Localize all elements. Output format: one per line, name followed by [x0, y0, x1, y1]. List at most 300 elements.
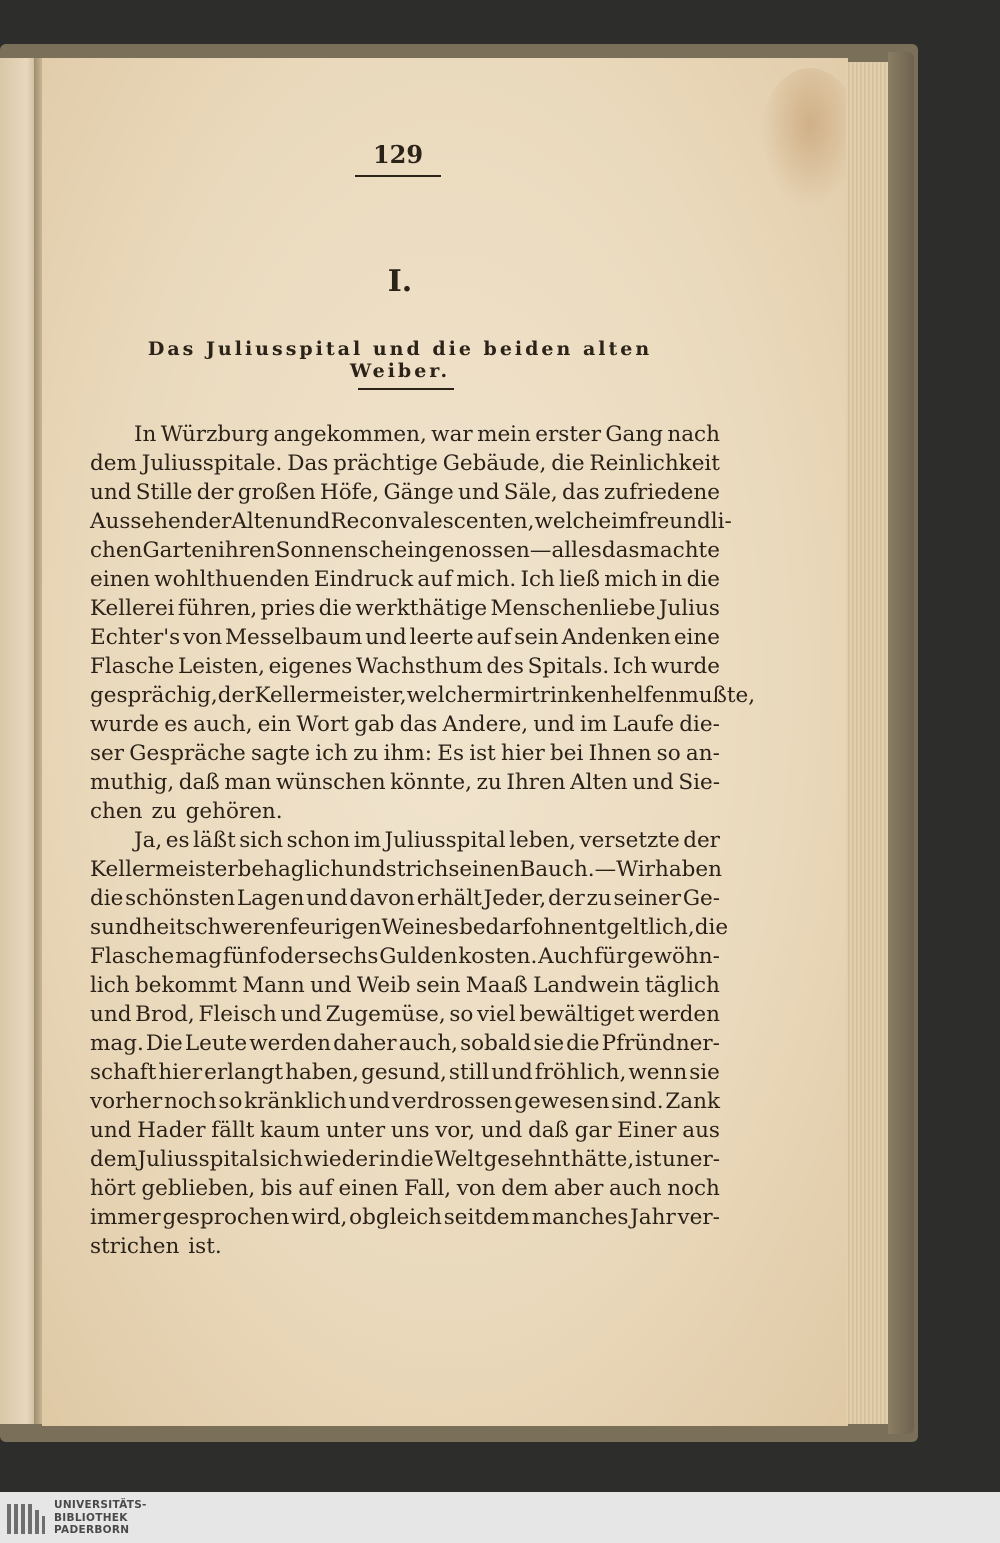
word: immer: [90, 1205, 161, 1230]
word: Andere,: [442, 712, 529, 737]
word: lich: [90, 973, 130, 998]
chapter-numeral: I.: [387, 264, 413, 299]
text-line: [90, 1116, 720, 1145]
word: der: [217, 683, 255, 708]
word: in: [661, 567, 683, 592]
word: für: [594, 944, 627, 969]
text-line: [90, 710, 720, 739]
word: gesehnt: [483, 1147, 571, 1172]
text-line: [90, 913, 729, 942]
word: einen: [90, 567, 151, 592]
text-line: [90, 942, 720, 971]
word: sein: [514, 625, 559, 650]
word: auf: [417, 567, 453, 592]
word: wohlthuenden: [154, 567, 310, 592]
word: daß: [178, 770, 220, 795]
text-line: [90, 739, 720, 768]
word: schaft: [90, 1060, 157, 1085]
word: Weines: [381, 915, 460, 940]
library-name: [54, 1499, 147, 1537]
word: davon: [349, 886, 415, 911]
word: sundheit: [90, 915, 185, 940]
word: und: [348, 1089, 390, 1114]
library-logo-icon: [6, 1500, 46, 1536]
word: hört: [90, 1176, 136, 1201]
word: wenn: [628, 1060, 688, 1085]
word: auch,: [193, 712, 253, 737]
word: sagte: [250, 741, 310, 766]
word: vorher: [90, 1089, 163, 1114]
text-line: [90, 420, 720, 449]
word: der: [683, 828, 720, 853]
word: zufriedene: [603, 480, 720, 505]
word: Garten: [142, 538, 218, 563]
word: einen: [338, 1176, 399, 1201]
word: mir: [493, 683, 532, 708]
word: leerte: [409, 625, 474, 650]
word: bis: [260, 1176, 293, 1201]
word: Menschenliebe: [490, 596, 656, 621]
word: bekommt: [134, 973, 237, 998]
word: sobald: [460, 1031, 532, 1056]
word: erhält: [416, 886, 482, 911]
word: Gang: [605, 422, 663, 447]
word: hier: [158, 1060, 203, 1085]
text-line: [90, 623, 720, 652]
word: gab: [354, 712, 395, 737]
word: nach: [667, 422, 720, 447]
word: Echter's: [90, 625, 181, 650]
chapter-title: Das Juliusspital und die beiden alten Weiber.: [147, 338, 653, 382]
text-line: [90, 565, 720, 594]
word: Juliusspital: [384, 828, 506, 853]
word: haben: [655, 857, 722, 882]
word: prächtige: [333, 451, 438, 476]
word: Gulden: [379, 944, 458, 969]
word: ver-: [677, 1205, 720, 1230]
word: wird,: [291, 1205, 348, 1230]
word: Reconvalescenten,: [330, 509, 535, 534]
word: —: [594, 857, 617, 882]
text-line: [90, 681, 756, 710]
word: seinen: [448, 857, 520, 882]
word: Ich: [520, 567, 555, 592]
word: still: [448, 1060, 490, 1085]
word: Gänge: [383, 480, 454, 505]
word: noch: [163, 1089, 217, 1114]
word: Kellerei: [90, 596, 175, 621]
word: kosten.: [458, 944, 538, 969]
text-line: [90, 797, 720, 826]
word: bedarf: [459, 915, 531, 940]
text-line: [90, 1087, 720, 1116]
word: Flasche: [90, 944, 175, 969]
library-footer: [0, 1492, 1000, 1543]
word: ser: [90, 741, 125, 766]
word: der: [196, 480, 234, 505]
word: auf: [298, 1176, 333, 1201]
word: führen,: [177, 596, 258, 621]
word: behaglich: [237, 857, 345, 882]
word: hier: [501, 741, 545, 766]
library-name-line-1: UNIVERSITÄTS-: [54, 1499, 147, 1511]
word: das: [399, 712, 438, 737]
word: es: [164, 712, 188, 737]
text-line: [90, 1058, 720, 1087]
word: muthig,: [90, 770, 175, 795]
word: Alten: [231, 509, 289, 534]
word: chen: [90, 538, 143, 563]
word: Welt: [434, 1147, 483, 1172]
word: Ja,: [134, 828, 163, 853]
word: helfen: [610, 683, 679, 708]
word: und: [90, 1002, 132, 1027]
word: läßt: [193, 828, 236, 853]
word: versetzte: [579, 828, 680, 853]
word: so: [449, 1002, 474, 1027]
word: manches: [531, 1205, 629, 1230]
word: im: [353, 828, 382, 853]
word: hätte,: [570, 1147, 635, 1172]
word: wünschen: [275, 770, 386, 795]
word: haben,: [285, 1060, 360, 1085]
word: im: [579, 712, 608, 737]
page-number: 129: [372, 140, 424, 169]
word: so: [218, 1089, 243, 1114]
word: wieder: [303, 1147, 379, 1172]
text-line: [90, 478, 720, 507]
word: die-: [679, 712, 720, 737]
word: Alten: [570, 770, 628, 795]
word: Jeder,: [483, 886, 547, 911]
word: gehören.: [185, 799, 283, 824]
word: ihm:: [383, 741, 432, 766]
word: Ge-: [682, 886, 720, 911]
word: Hader: [137, 1118, 206, 1143]
word: Das: [287, 451, 329, 476]
text-line: [90, 1203, 720, 1232]
word: und: [288, 509, 331, 534]
word: strich: [385, 857, 449, 882]
word: oder: [267, 944, 317, 969]
word: machte: [639, 538, 720, 563]
word: Andenken: [561, 625, 671, 650]
text-line: [90, 971, 720, 1000]
word: Messelbaum: [225, 625, 363, 650]
word: die: [566, 1031, 600, 1056]
word: gar: [574, 1118, 612, 1143]
left-page-edge: [0, 58, 38, 1424]
word: aber: [553, 1176, 604, 1201]
word: könnte,: [390, 770, 472, 795]
word: und: [280, 1002, 322, 1027]
word: sein: [415, 973, 461, 998]
word: die: [686, 567, 720, 592]
word: der: [548, 886, 585, 911]
word: sich: [259, 1147, 304, 1172]
word: strichen: [90, 1234, 180, 1259]
word: ließ: [559, 567, 600, 592]
word: wurde: [650, 654, 720, 679]
word: auch: [609, 1176, 662, 1201]
word: die: [90, 886, 124, 911]
word: Jahr: [630, 1205, 676, 1230]
word: Landwein: [533, 973, 640, 998]
text-line: [90, 1174, 720, 1203]
word: pries: [260, 596, 316, 621]
word: mußte,: [678, 683, 756, 708]
word: seiner: [613, 886, 682, 911]
word: schon: [286, 828, 351, 853]
word: und: [533, 712, 575, 737]
word: und: [90, 480, 132, 505]
word: leben,: [509, 828, 576, 853]
word: die: [694, 915, 729, 940]
text-line: [90, 855, 720, 884]
word: sich: [239, 828, 284, 853]
word: Julius: [658, 596, 720, 621]
word: Kellermeister,: [254, 683, 407, 708]
word: Leisten,: [177, 654, 265, 679]
library-name-line-3: PADERBORN: [54, 1524, 130, 1536]
word: ist: [469, 741, 496, 766]
word: Wir: [616, 857, 655, 882]
word: daher: [333, 1031, 397, 1056]
word: Pfründner-: [601, 1031, 720, 1056]
word: mich.: [456, 567, 517, 592]
text-line: [90, 826, 720, 855]
word: uns: [390, 1118, 430, 1143]
word: eigenes: [268, 654, 353, 679]
word: war: [431, 422, 473, 447]
word: der: [194, 509, 232, 534]
word: Gebäude,: [442, 451, 547, 476]
word: und: [344, 857, 386, 882]
word: im: [611, 509, 639, 534]
word: chen: [90, 799, 143, 824]
word: werden: [249, 1031, 331, 1056]
word: Lagen: [236, 886, 305, 911]
word: Bauch.: [519, 857, 595, 882]
word: Brod,: [135, 1002, 195, 1027]
text-line: [90, 1029, 720, 1058]
word: erster: [535, 422, 601, 447]
text-line: [90, 536, 720, 565]
word: mag.: [90, 1031, 144, 1056]
word: Es: [437, 741, 464, 766]
word: Weib: [356, 973, 411, 998]
text-line: [90, 1145, 720, 1174]
text-line: [90, 449, 720, 478]
word: Säle,: [503, 480, 558, 505]
word: Sonnenschein: [275, 538, 428, 563]
text-line: [90, 507, 732, 536]
word: Maaß: [465, 973, 528, 998]
library-name-line-2: BIBLIOTHEK: [54, 1511, 128, 1524]
word: mein: [477, 422, 531, 447]
word: kaum: [260, 1118, 321, 1143]
word: Wachsthum: [356, 654, 483, 679]
word: welcher: [406, 683, 494, 708]
word: freundli-: [638, 509, 732, 534]
word: Laufe: [612, 712, 675, 737]
word: Eindruck: [313, 567, 414, 592]
word: angekommen,: [273, 422, 427, 447]
word: zu: [353, 741, 379, 766]
word: verdrossen: [391, 1089, 513, 1114]
word: und: [310, 973, 352, 998]
word: ohnentgeltlich,: [530, 915, 695, 940]
word: gesprochen: [162, 1205, 290, 1230]
word: die: [318, 596, 352, 621]
word: fünf: [222, 944, 267, 969]
word: zu: [586, 886, 612, 911]
word: sechs: [317, 944, 379, 969]
word: und: [306, 886, 348, 911]
word: fällt: [211, 1118, 255, 1143]
body-text: [90, 420, 756, 1261]
word: gesund,: [361, 1060, 447, 1085]
word: Einer: [617, 1118, 677, 1143]
word: Würzburg: [160, 422, 270, 447]
word: unter: [325, 1118, 386, 1143]
word: daß: [527, 1118, 569, 1143]
word: bewältiget: [519, 1002, 635, 1027]
word: uner-: [662, 1147, 720, 1172]
word: Sie-: [678, 770, 720, 795]
word: eine: [673, 625, 720, 650]
word: auch,: [398, 1031, 458, 1056]
word: sie: [533, 1031, 565, 1056]
word: erlangt: [204, 1060, 284, 1085]
word: alles: [551, 538, 602, 563]
word: Mann: [242, 973, 305, 998]
word: obgleich: [349, 1205, 442, 1230]
text-line: [90, 884, 720, 913]
word: Ihren: [506, 770, 566, 795]
word: Gespräche: [129, 741, 246, 766]
word: Höfe,: [319, 480, 380, 505]
word: aus: [682, 1118, 720, 1143]
word: werden: [638, 1002, 720, 1027]
word: dem: [501, 1176, 549, 1201]
word: mag: [175, 944, 223, 969]
word: kränklich: [244, 1089, 347, 1114]
word: auf: [476, 625, 512, 650]
word: —: [529, 538, 552, 563]
word: ist.: [188, 1234, 222, 1259]
word: und: [458, 480, 500, 505]
word: großen: [237, 480, 316, 505]
text-line: [90, 594, 720, 623]
word: Kellermeister: [90, 857, 238, 882]
word: und: [480, 1118, 523, 1143]
word: fröhlich,: [534, 1060, 627, 1085]
word: und: [90, 1118, 132, 1143]
word: ist: [634, 1147, 662, 1172]
word: Fall,: [404, 1176, 452, 1201]
word: täglich: [645, 973, 720, 998]
word: zu: [151, 799, 177, 824]
word: die: [400, 1147, 434, 1172]
word: von: [183, 625, 223, 650]
word: und: [365, 625, 407, 650]
word: von: [456, 1176, 496, 1201]
word: des: [486, 654, 524, 679]
word: werkthätige: [355, 596, 488, 621]
word: Stille: [135, 480, 193, 505]
text-line: [90, 652, 720, 681]
word: ihren: [218, 538, 276, 563]
word: noch: [667, 1176, 720, 1201]
word: wurde: [90, 712, 160, 737]
page-number-rule: [355, 175, 441, 177]
word: Zank: [665, 1089, 720, 1114]
word: seitdem: [443, 1205, 530, 1230]
word: das: [601, 538, 640, 563]
word: zu: [476, 770, 502, 795]
word: Spitals.: [527, 654, 610, 679]
word: sind.: [611, 1089, 664, 1114]
word: Ich: [612, 654, 648, 679]
word: feurigen: [289, 915, 382, 940]
word: die: [551, 451, 585, 476]
word: gewöhn-: [627, 944, 720, 969]
word: an-: [685, 741, 720, 766]
word: dem: [90, 1147, 137, 1172]
word: Ihnen: [588, 741, 652, 766]
word: schönsten: [125, 886, 236, 911]
title-rule: [358, 388, 454, 390]
word: und: [632, 770, 674, 795]
word: Leute: [184, 1031, 248, 1056]
word: ein: [257, 712, 292, 737]
word: und: [491, 1060, 533, 1085]
word: man: [224, 770, 272, 795]
word: es: [165, 828, 190, 853]
word: bei: [550, 741, 584, 766]
page-stain: [760, 68, 860, 208]
word: genossen: [427, 538, 530, 563]
word: Flasche: [90, 654, 175, 679]
word: sie: [689, 1060, 720, 1085]
text-line: [90, 1000, 720, 1029]
word: Juliusspitale.: [141, 451, 283, 476]
word: schweren: [184, 915, 290, 940]
word: das: [562, 480, 600, 505]
page-edges: [846, 62, 890, 1424]
word: Die: [145, 1031, 183, 1056]
text-line: [90, 768, 720, 797]
word: so: [656, 741, 681, 766]
word: trinken: [531, 683, 611, 708]
word: dem: [90, 451, 137, 476]
word: Juliusspital: [137, 1147, 259, 1172]
word: Fleisch: [198, 1002, 277, 1027]
cover-edge: [888, 52, 914, 1434]
word: geblieben,: [141, 1176, 256, 1201]
word: mich: [604, 567, 658, 592]
word: Wort: [296, 712, 349, 737]
word: vor,: [435, 1118, 476, 1143]
word: gewesen: [514, 1089, 610, 1114]
word: Zugemüse,: [325, 1002, 446, 1027]
word: in: [379, 1147, 400, 1172]
word: welche: [534, 509, 612, 534]
word: In: [134, 422, 157, 447]
text-line: [90, 1232, 720, 1261]
word: Aussehen: [90, 509, 195, 534]
